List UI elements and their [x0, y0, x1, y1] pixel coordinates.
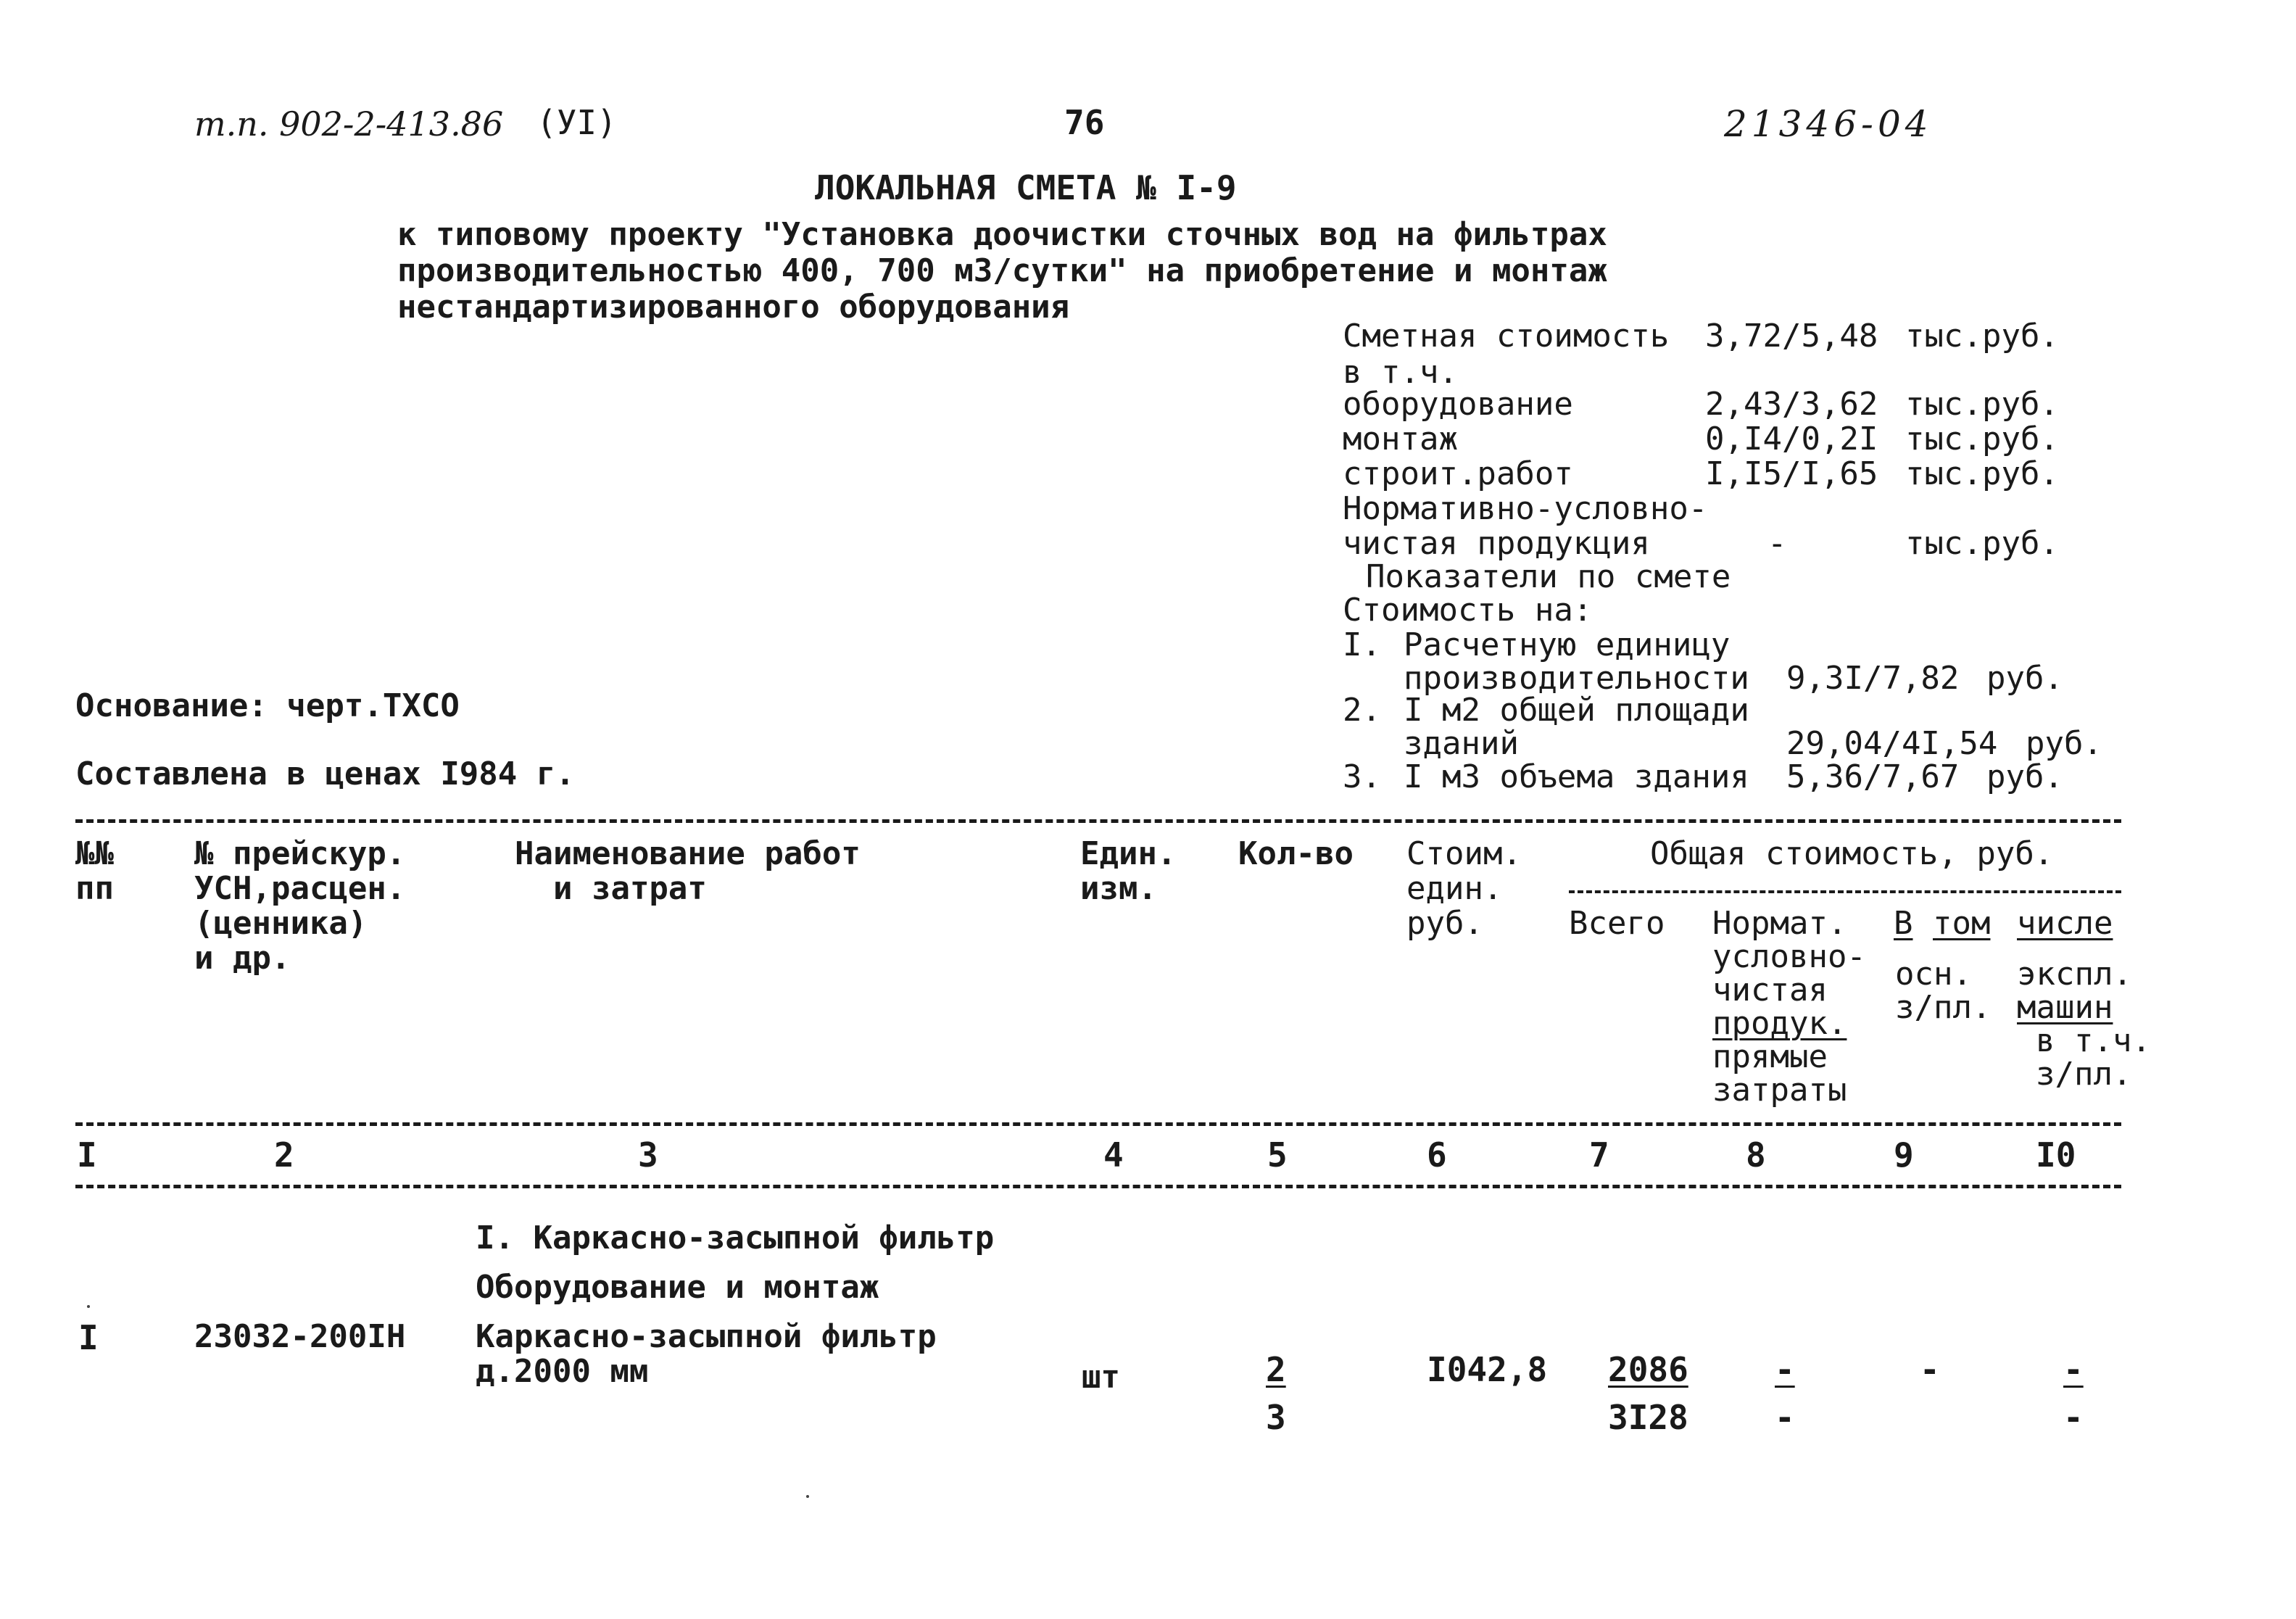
subtitle-line: к типовому проекту "Установка доочистки сточных вод на фильтрах	[397, 216, 1607, 253]
row-ekspl-bottom: -	[2063, 1398, 2084, 1437]
header-col-6: един.	[1406, 870, 1503, 907]
indicator-unit: руб.	[1986, 660, 2063, 697]
row-unit: шт	[1082, 1359, 1120, 1396]
col-number: 6	[1427, 1135, 1447, 1175]
indicator-value: 9,3I/7,82	[1786, 660, 1960, 697]
col-number: 3	[638, 1135, 658, 1175]
row-unit-cost: I042,8	[1427, 1350, 1548, 1389]
row-ekspl-top: -	[2063, 1350, 2084, 1389]
header-col-9: осн.	[1895, 956, 1972, 993]
row-qty-bottom: 3	[1266, 1398, 1286, 1437]
indicator-value: 5,36/7,67	[1786, 758, 1960, 795]
inventory-number: 21346-04	[1724, 103, 1933, 145]
header-col-4: изм.	[1080, 870, 1157, 907]
indicator-number: 3.	[1343, 758, 1381, 795]
prices-note: Составлена в ценах I984 г.	[75, 755, 575, 792]
row-number: I	[78, 1318, 99, 1357]
table-top-rule	[75, 819, 2121, 823]
row-total-top: 2086	[1608, 1350, 1688, 1389]
album-number: (УI)	[536, 103, 617, 142]
cost-label: Сметная стоимость	[1343, 318, 1670, 355]
total-group-rule	[1569, 890, 2121, 893]
section-title: I. Каркасно-засыпной фильтр	[476, 1220, 995, 1256]
project-code: т.п. 902-2-413.86	[194, 104, 504, 144]
header-col-8: условно-	[1712, 938, 1866, 975]
cost-unit: тыс.руб.	[1905, 455, 2059, 492]
cost-label: монтаж	[1343, 421, 1458, 457]
col-number: I0	[2036, 1135, 2076, 1175]
basis-note: Основание: черт.ТХСО	[75, 687, 460, 724]
indicator-value: 29,04/4I,54	[1786, 725, 1998, 762]
header-col-8: чистая	[1712, 972, 1828, 1009]
col-number: 9	[1894, 1135, 1914, 1175]
col-number: 4	[1103, 1135, 1124, 1175]
row-name: д.2000 мм	[476, 1353, 649, 1390]
cost-label: чистая продукция	[1343, 525, 1650, 562]
indicator-number: I.	[1343, 626, 1381, 663]
col-number-rule	[75, 1185, 2121, 1188]
header-incl-label: В	[1894, 905, 1913, 942]
indicator-number: 2.	[1343, 692, 1381, 729]
subtitle-line: производительностью 400, 700 м3/сутки" на приобретение и монтаж	[397, 252, 1607, 289]
document-title: ЛОКАЛЬНАЯ СМЕТА № I-9	[815, 168, 1237, 207]
indicator-label: I м3 объема здания	[1404, 758, 1749, 795]
header-col-10: з/пл.	[2036, 1056, 2132, 1093]
row-normat-top: -	[1775, 1350, 1795, 1389]
col-number: 8	[1746, 1135, 1766, 1175]
header-col-8: Нормат.	[1712, 905, 1847, 942]
header-incl-label: том	[1933, 905, 1991, 942]
cost-value: I,I5/I,65	[1705, 455, 1878, 492]
cost-label: оборудование	[1343, 386, 1573, 423]
header-bottom-rule	[75, 1122, 2121, 1126]
indicator-label: I м2 общей площади	[1404, 692, 1749, 729]
col-number: 5	[1267, 1135, 1288, 1175]
header-col-4: Един.	[1080, 835, 1177, 872]
header-incl-label: числе	[2017, 905, 2113, 942]
header-col-2: (ценника)	[194, 905, 368, 942]
header-total-group: Общая стоимость, руб.	[1650, 835, 2054, 872]
cost-unit: тыс.руб.	[1905, 386, 2059, 423]
scan-speck	[87, 1305, 90, 1308]
row-qty-top: 2	[1266, 1350, 1286, 1389]
indicators-subtitle: Стоимость на:	[1343, 592, 1593, 629]
cost-value: 0,I4/0,2I	[1705, 421, 1878, 457]
header-col-6: руб.	[1406, 905, 1483, 942]
indicator-label: Расчетную единицу	[1404, 626, 1731, 663]
indicator-unit: руб.	[1986, 758, 2063, 795]
indicator-unit: руб.	[2026, 725, 2102, 762]
header-col-10: в т.ч.	[2036, 1022, 2151, 1059]
header-col-2: № прейскур.	[194, 835, 406, 872]
cost-unit: тыс.руб.	[1905, 525, 2059, 562]
cost-label: Нормативно-условно-	[1343, 490, 1708, 527]
cost-label: строит.работ	[1343, 455, 1573, 492]
header-col-10: экспл.	[2017, 956, 2132, 993]
header-col-2: и др.	[194, 940, 291, 977]
cost-unit: тыс.руб.	[1905, 421, 2059, 457]
header-col-5: Кол-во	[1238, 835, 1354, 872]
row-total-bottom: 3I28	[1608, 1398, 1688, 1437]
header-col-9: з/пл.	[1895, 989, 1992, 1026]
header-col-8: продук.	[1712, 1005, 1847, 1042]
cost-value: 2,43/3,62	[1705, 386, 1878, 423]
row-code: 23032-200IН	[194, 1318, 406, 1355]
indicator-label: зданий	[1404, 725, 1519, 762]
header-col-10: машин	[2017, 989, 2113, 1026]
indicator-label: производительности	[1404, 660, 1749, 697]
col-number: 7	[1589, 1135, 1609, 1175]
scan-speck	[806, 1495, 809, 1498]
section-subtitle: Оборудование и монтаж	[476, 1269, 879, 1306]
header-col-3: и затрат	[515, 870, 707, 907]
cost-unit: тыс.руб.	[1905, 318, 2059, 355]
subtitle-line: нестандартизированного оборудования	[397, 289, 1070, 326]
cost-label: в т.ч.	[1343, 354, 1458, 391]
cost-value: -	[1767, 525, 1787, 562]
row-normat-bottom: -	[1775, 1398, 1795, 1437]
col-number: I	[77, 1135, 97, 1175]
cost-value: 3,72/5,48	[1705, 318, 1878, 355]
row-osn: -	[1920, 1350, 1940, 1389]
page-number: 76	[1064, 103, 1105, 142]
header-col-2: УСН,расцен.	[194, 870, 406, 907]
header-col-7: Всего	[1569, 905, 1665, 942]
row-name: Каркасно-засыпной фильтр	[476, 1318, 937, 1355]
header-col-8: затраты	[1712, 1072, 1847, 1109]
header-col-3: Наименование работ	[515, 835, 861, 872]
col-number: 2	[274, 1135, 294, 1175]
header-col-1: пп	[75, 870, 114, 907]
header-col-8: прямые	[1712, 1038, 1828, 1075]
header-col-1: №№	[75, 835, 114, 872]
indicators-title: Показатели по смете	[1366, 558, 1731, 595]
header-col-6: Стоим.	[1406, 835, 1522, 872]
